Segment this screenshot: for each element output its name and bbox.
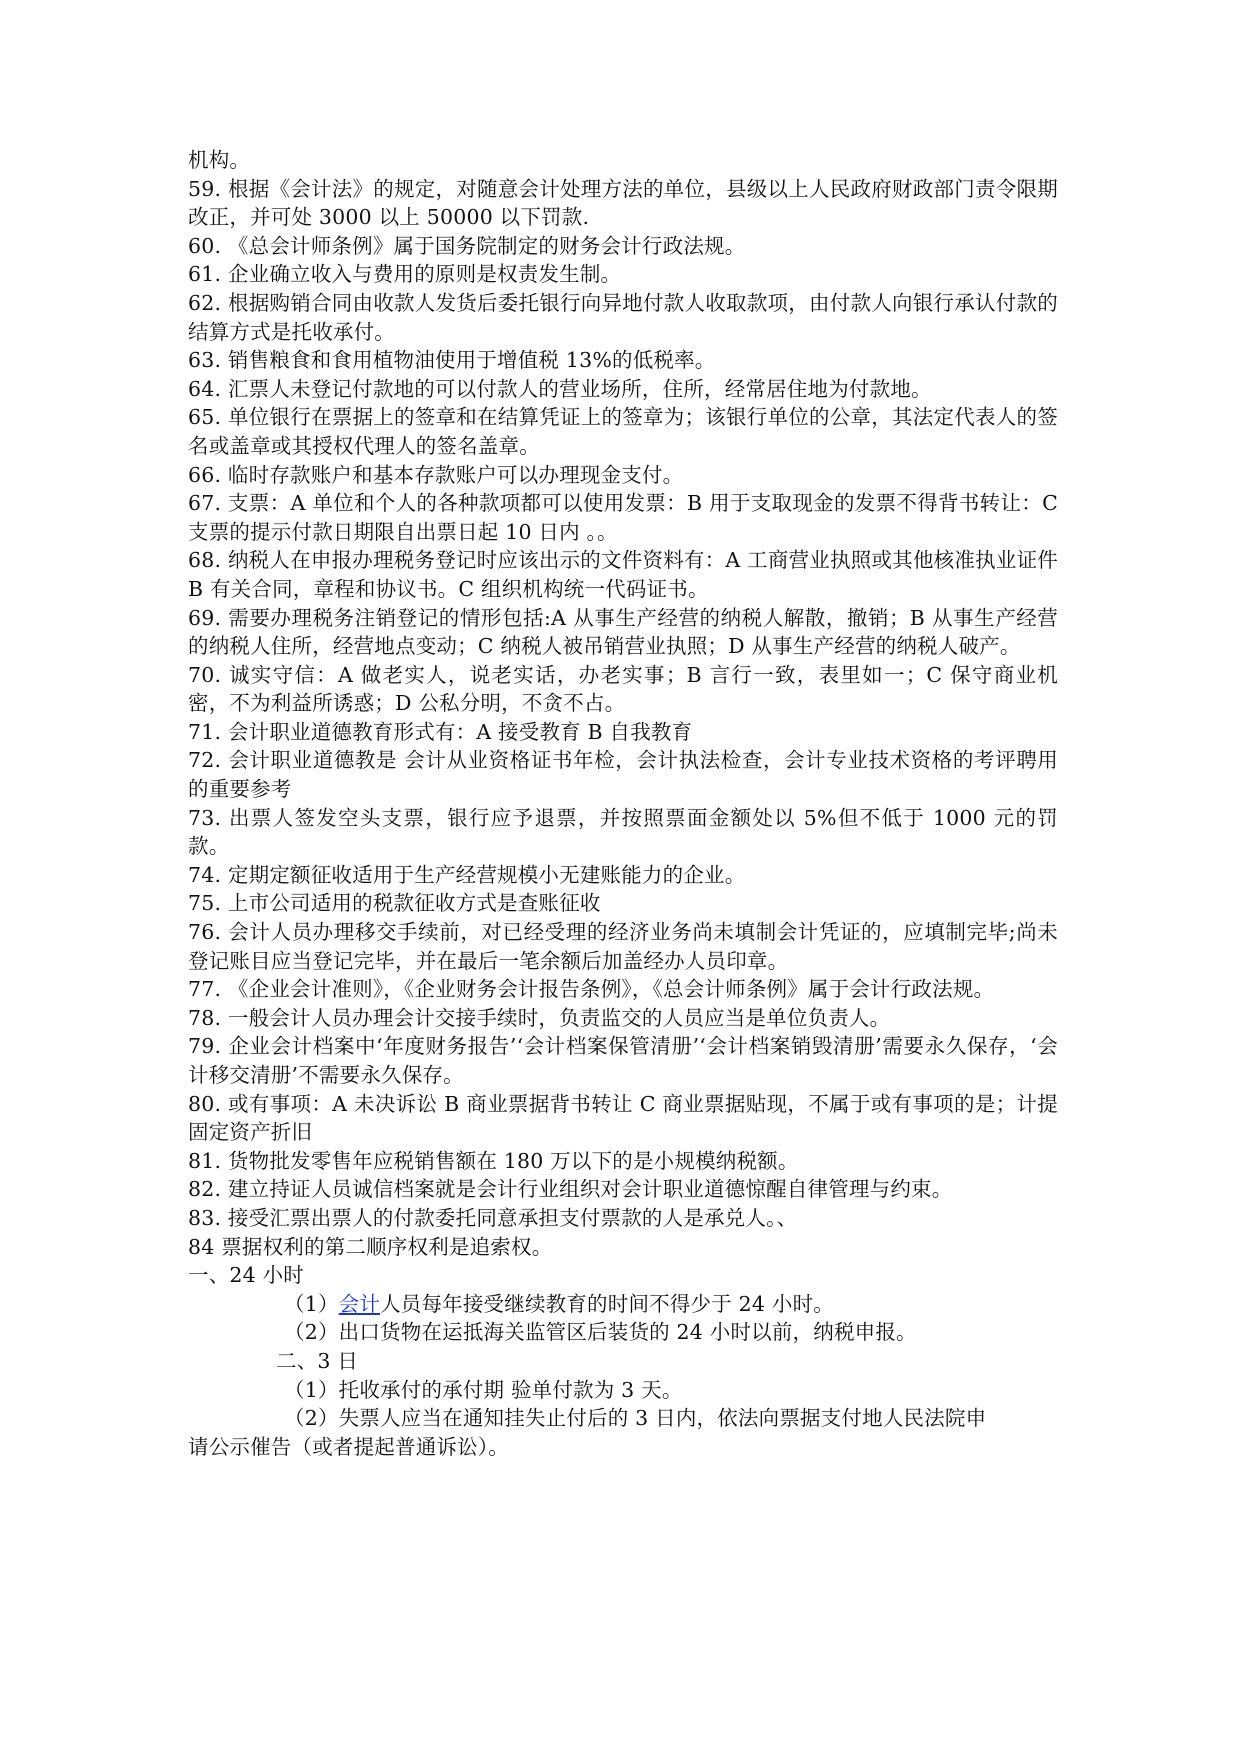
paragraph: 68. 纳税人在申报办理税务登记时应该出示的文件资料有：A 工商营业执照或其他核准执业证件 B 有关合同，章程和协议书。C 组织机构统一代码证书。 (188, 548, 1058, 601)
paragraph: 76. 会计人员办理移交手续前，对已经受理的经济业务尚未填制会计凭证的，应填制完毕;尚未登记账目应当登记完毕，并在最后一笔余额后加盖经办人员印章。 (188, 920, 1058, 973)
list-item: （1）托收承付的承付期 验单付款为 3 天。 (284, 1377, 683, 1402)
accounting-link[interactable]: 会计 (338, 1291, 381, 1316)
paragraph: 61. 企业确立收入与费用的原则是权责发生制。 (188, 262, 622, 287)
list-item: （2）失票人应当在通知挂失止付后的 3 日内，依法向票据支付地人民法院申 (284, 1406, 987, 1431)
paragraph: 73. 出票人签发空头支票，银行应予退票，并按照票面金额处以 5%但不低于 1000 元的罚款。 (188, 805, 1058, 859)
paragraph: 75. 上市公司适用的税款征收方式是查账征收 (188, 891, 601, 916)
paragraph: 67. 支票：A 单位和个人的各种款项都可以使用发票：B 用于支取现金的发票不得背书转让：C 支票的提示付款日期限自出票日起 10 日内 。。 (188, 491, 1058, 544)
paragraph: 84 票据权利的第二顺序权利是追索权。 (188, 1234, 553, 1259)
paragraph: 83. 接受汇票出票人的付款委托同意承担支付票款的人是承兑人。、 (188, 1205, 798, 1230)
list-item (188, 1290, 1058, 1319)
paragraph: 74. 定期定额征收适用于生产经营规模小无建账能力的企业。 (188, 862, 746, 887)
paragraph: 78. 一般会计人员办理会计交接手续时，负责监交的人员应当是单位负责人。 (188, 1005, 891, 1030)
document-body (188, 146, 1058, 1461)
paragraph: 65. 单位银行在票据上的签章和在结算凭证上的签章为；该银行单位的公章，其法定代表人的签名或盖章或其授权代理人的签名盖章。 (188, 405, 1058, 458)
list-item: （2）出口货物在运抵海关监管区后装货的 24 小时以前，纳税申报。 (284, 1320, 917, 1345)
paragraph: 64. 汇票人未登记付款地的可以付款人的营业场所，住所，经常居住地为付款地。 (188, 376, 932, 401)
paragraph: 63. 销售粮食和食用植物油使用于增值税 13%的低税率。 (188, 348, 716, 373)
list-item-prefix: （1） (284, 1291, 339, 1316)
list-item-text: 人员每年接受继续教育的时间不得少于 24 小时。 (380, 1291, 834, 1316)
paragraph: 71. 会计职业道德教育形式有：A 接受教育 B 自我教育 (188, 719, 693, 744)
paragraph: 70. 诚实守信：A 做老实人，说老实话，办老实事；B 言行一致，表里如一；C 保守商业机密，不为利益所诱惑；D 公私分明，不贪不占。 (188, 662, 1058, 716)
paragraph: 60. 《总会计师条例》属于国务院制定的财务会计行政法规。 (188, 233, 746, 258)
list-item-continuation: 请公示催告（或者提起普通诉讼）。 (188, 1434, 509, 1459)
paragraph: 80. 或有事项：A 未决诉讼 B 商业票据背书转让 C 商业票据贴现，不属于或有事项的是；计提固定资产折旧 (188, 1091, 1058, 1145)
paragraph: 69. 需要办理税务注销登记的情形包括:A 从事生产经营的纳税人解散，撤销；B 从事生产经营的纳税人住所，经营地点变动；C 纳税人被吊销营业执照；D 从事生产经营的纳税人破产。 (188, 605, 1058, 659)
paragraph: 62. 根据购销合同由收款人发货后委托银行向异地付款人收取款项，由付款人向银行承认付款的结算方式是托收承付。 (188, 290, 1058, 344)
section-heading-3d: 二、3 日 (276, 1348, 359, 1373)
paragraph: 82. 建立持证人员诚信档案就是会计行业组织对会计职业道德惊醒自律管理与约束。 (188, 1177, 953, 1202)
paragraph: 81. 货物批发零售年应税销售额在 180 万以下的是小规模纳税额。 (188, 1148, 799, 1173)
section-heading-24h: 一、24 小时 (188, 1263, 305, 1288)
paragraph: 66. 临时存款账户和基本存款账户可以办理现金支付。 (188, 462, 684, 487)
paragraph: 77. 《企业会计准则》，《企业财务会计报告条例》，《总会计师条例》属于会计行政法规。 (188, 977, 995, 1002)
paragraph: 79. 企业会计档案中‘年度财务报告’‘会计档案保管清册’‘会计档案销毁清册’需要永久保存，‘会计移交清册’不需要永久保存。 (188, 1034, 1058, 1087)
paragraph: 59. 根据《会计法》的规定，对随意会计处理方法的单位，县级以上人民政府财政部门责令限期改正，并可处 3000 以上 50000 以下罚款. (188, 176, 1058, 230)
paragraph: 72. 会计职业道德教是 会计从业资格证书年检，会计执法检查，会计专业技术资格的考评聘用的重要参考 (188, 748, 1058, 802)
paragraph: 机构。 (188, 148, 251, 172)
